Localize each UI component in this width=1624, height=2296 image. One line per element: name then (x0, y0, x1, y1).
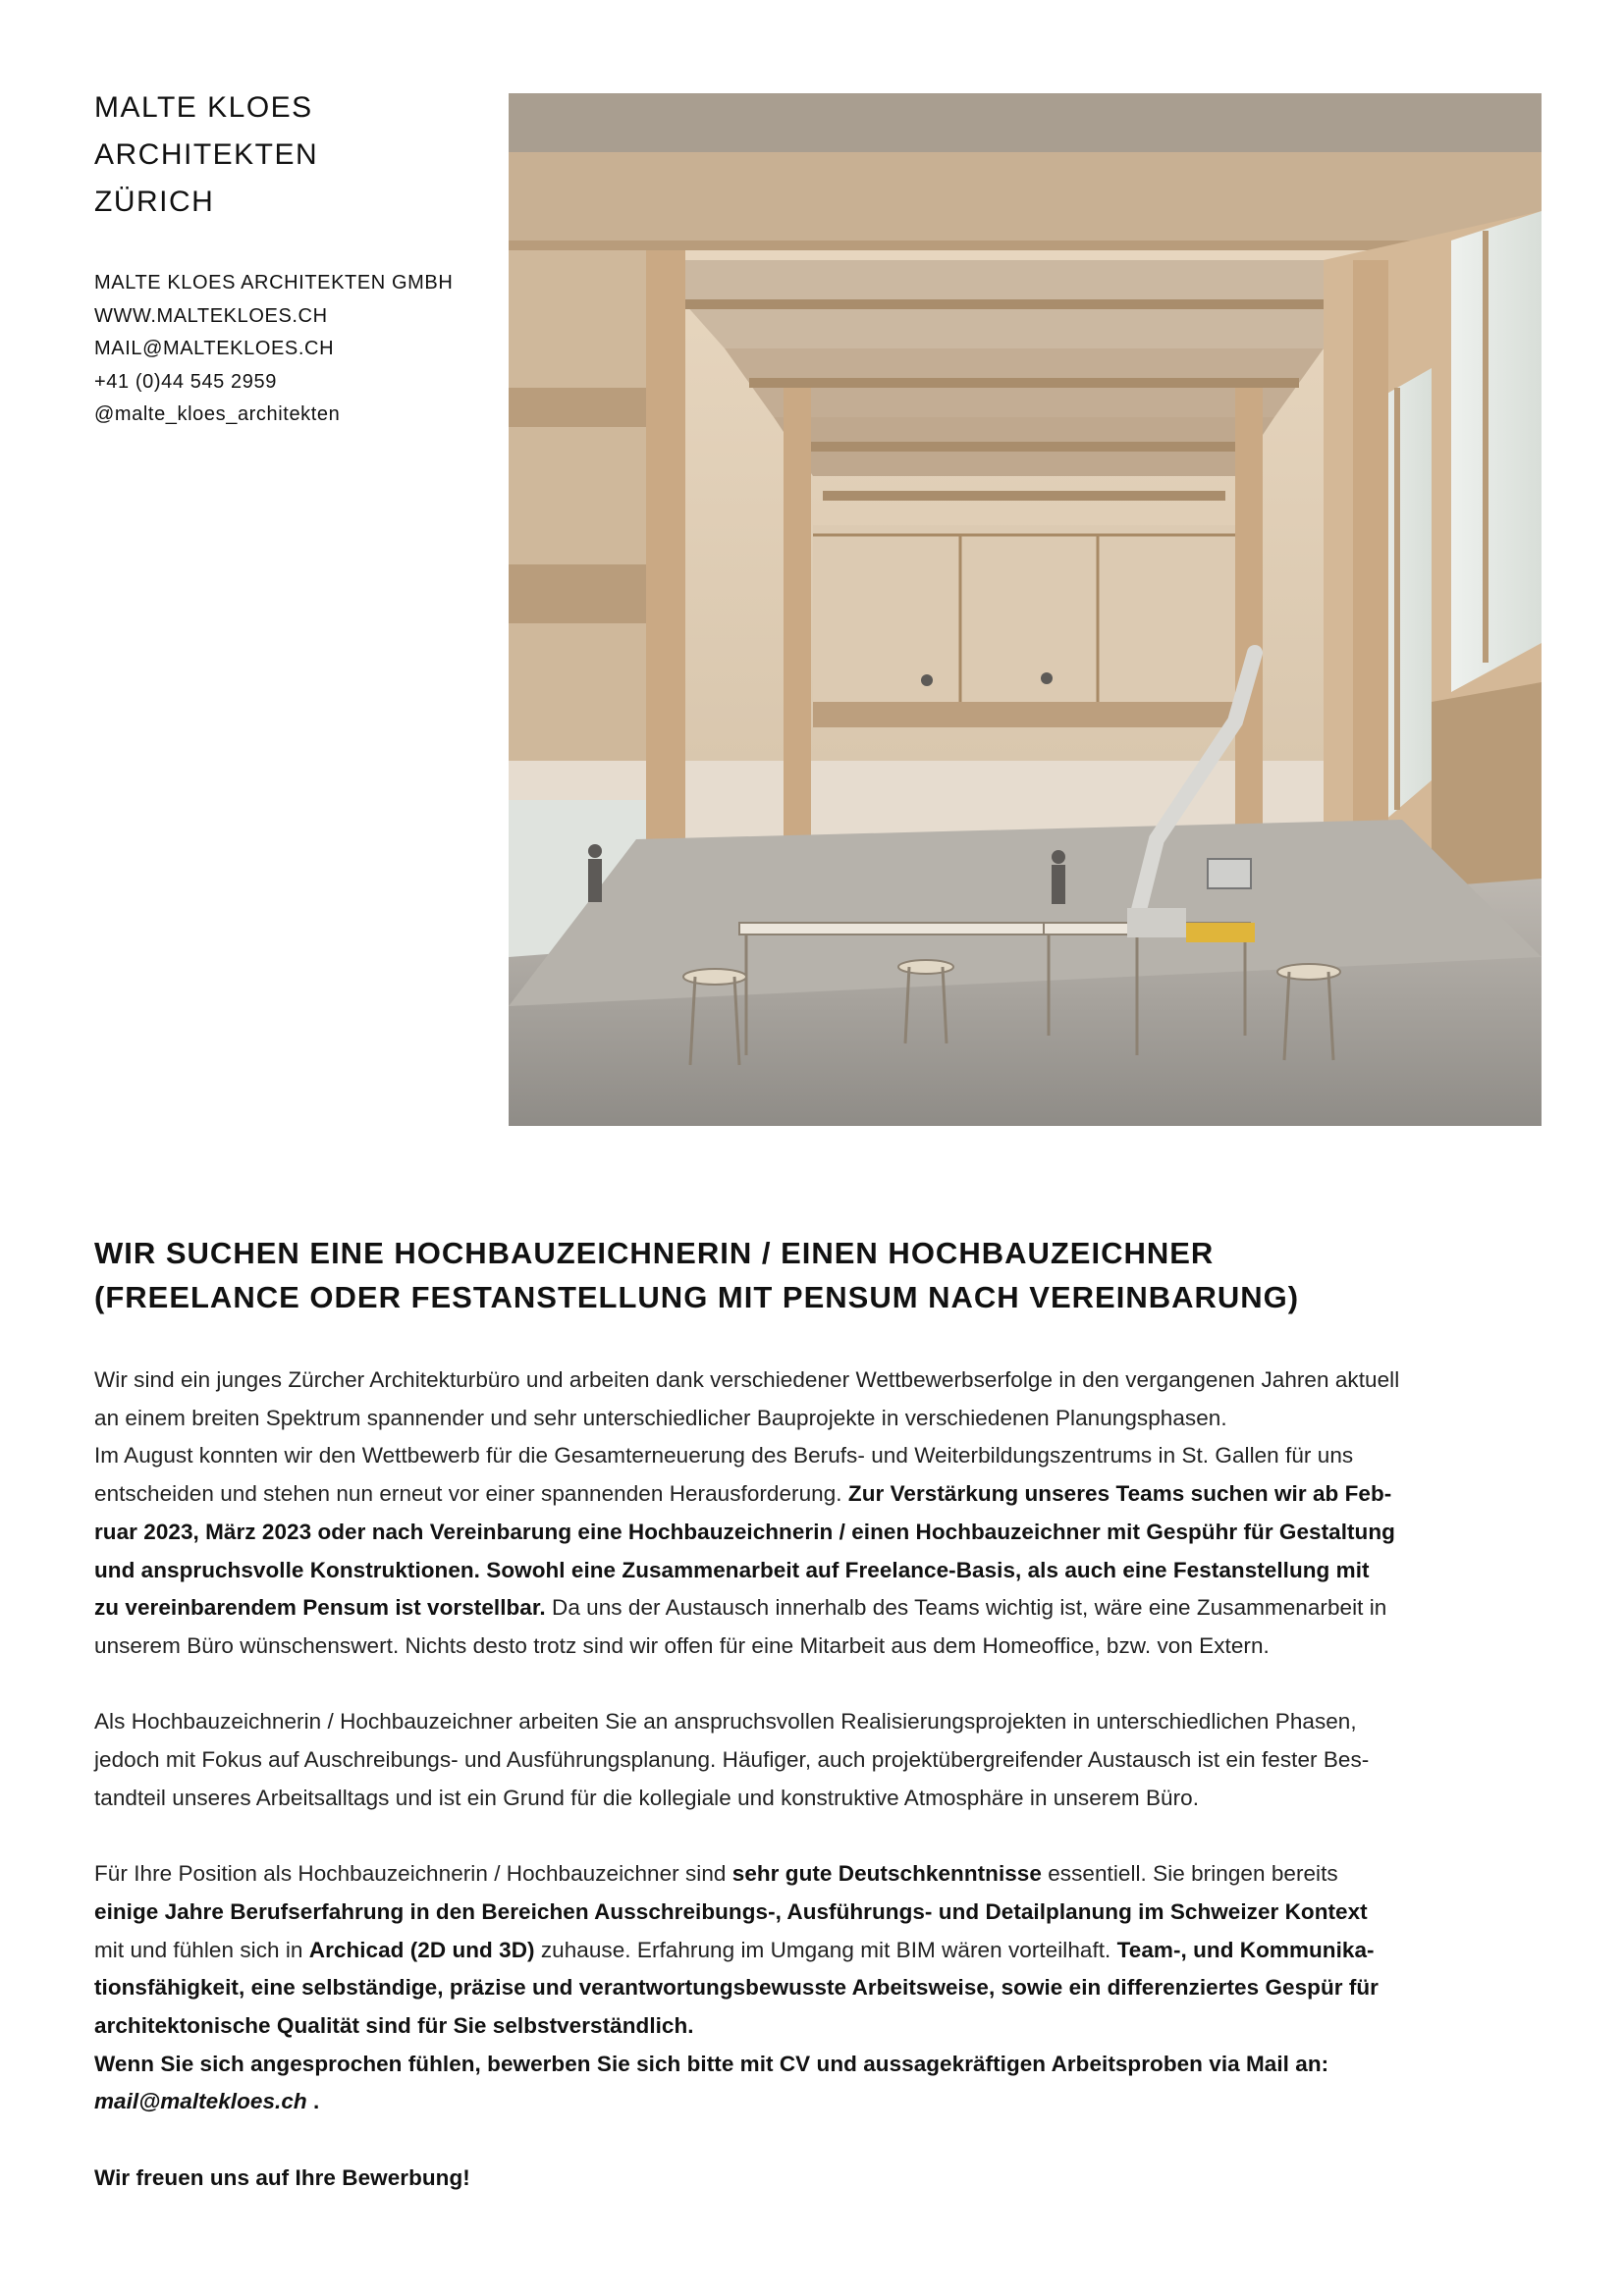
application-email-link[interactable]: mail@maltekloes.ch (94, 2089, 307, 2114)
phone-number[interactable]: +41 (0)44 545 2959 (94, 370, 277, 393)
brand-line-2: ARCHITEKTEN (94, 138, 319, 171)
text-run-bold: Team-, und Kommunika- (1116, 1937, 1375, 1962)
company-name: MALTE KLOES ARCHITEKTEN GMBH (94, 272, 454, 294)
text-line (94, 1932, 1547, 1970)
text-run-bold: zu vereinbarendem Pensum ist vorstellbar. (94, 1595, 546, 1621)
text-line: architektonische Qualität sind für Sie selbstverständlich. (94, 2012, 694, 2038)
text-run-bold: Zur Verstärkung unseres Teams suchen wir ab Feb- (847, 1481, 1392, 1507)
brand-line-3: ZÜRICH (94, 186, 215, 218)
text-run-bold: sehr gute Deutschkenntnisse (731, 1861, 1042, 1887)
text-line: an einem breiten Spektrum spannender und sehr unterschiedlicher Bauprojekte in verschiedenen Planungsphasen. (94, 1405, 1227, 1430)
job-description (94, 1362, 1547, 2197)
text-line: jedoch mit Fokus auf Auschreibungs- und Ausführungsplanung. Häufiger, auch projektübergreifender Austausch ist ein fester Bes- (94, 1747, 1370, 1773)
instagram-handle[interactable]: @malte_kloes_architekten (94, 403, 341, 425)
headline-line-1: WIR SUCHEN EINE HOCHBAUZEICHNERIN / EINEN HOCHBAUZEICHNER (94, 1236, 1215, 1270)
headline-line-2: (FREELANCE ODER FESTANSTELLUNG MIT PENSUM NACH VEREINBARUNG) (94, 1280, 1300, 1314)
paragraph-gap (94, 1666, 1547, 1704)
text-run-bold: . (306, 2089, 320, 2114)
job-headline (94, 1231, 1547, 1319)
text-line: und anspruchsvolle Konstruktionen. Sowohl eine Zusammenarbeit auf Freelance-Basis, als auch eine Festanstellung mit (94, 1557, 1370, 1582)
hero-image (509, 93, 1542, 1126)
text-line: tandteil unseres Arbeitsalltags und ist ein Grund für die kollegiale und konstruktive Atmosphäre in unserem Büro. (94, 1785, 1200, 1810)
text-line (94, 2083, 1547, 2121)
brand-line-1: MALTE KLOES (94, 91, 313, 124)
paragraph-gap (94, 1817, 1547, 1855)
contact-block (94, 267, 453, 432)
text-run: entscheiden und stehen nun erneut vor einer spannenden Herausforderung. (94, 1481, 848, 1507)
text-line: unserem Büro wünschenswert. Nichts desto trotz sind wir offen für eine Mitarbeit aus dem Homeoffice, bzw. von Extern. (94, 1632, 1270, 1658)
text-line: Als Hochbauzeichnerin / Hochbauzeichner arbeiten Sie an anspruchsvollen Realisierungsprojekten in unterschiedlichen Phasen, (94, 1709, 1357, 1735)
interior-rendering (509, 93, 1542, 1126)
text-line (94, 1589, 1547, 1628)
text-line: Wenn Sie sich angesprochen fühlen, bewerben Sie sich bitte mit CV und aussagekräftigen Arbeitsproben via Mail an: (94, 2051, 1329, 2076)
text-run-bold: Archicad (2D und 3D) (308, 1937, 535, 1962)
paragraph-closing (94, 2160, 1547, 2198)
brand-block (94, 84, 318, 226)
text-line: einige Jahre Berufserfahrung in den Bereichen Ausschreibungs-, Ausführungs- und Detailplanung im Schweizer Kontext (94, 1898, 1368, 1924)
paragraph-gap (94, 2121, 1547, 2160)
closing-line: Wir freuen uns auf Ihre Bewerbung! (94, 2164, 470, 2190)
paragraph-role (94, 1703, 1547, 1817)
text-run: Da uns der Austausch innerhalb des Teams wichtig ist, wäre eine Zusammenarbeit in (545, 1595, 1387, 1621)
text-run: mit und fühlen sich in (94, 1937, 309, 1962)
text-line: Im August konnten wir den Wettbewerb für die Gesamterneuerung des Berufs- und Weiterbildungszentrums in St. Gallen für uns (94, 1443, 1354, 1468)
paragraph-requirements (94, 1855, 1547, 2121)
text-line: tionsfähigkeit, eine selbständige, präzise und verantwortungsbewusste Arbeitsweise, sowie ein differenziertes Gespür für (94, 1975, 1379, 2001)
text-run: essentiell. Sie bringen bereits (1041, 1861, 1338, 1887)
text-run: Für Ihre Position als Hochbauzeichnerin / Hochbauzeichner sind (94, 1861, 732, 1887)
text-line (94, 1855, 1547, 1894)
email-link[interactable]: MAIL@MALTEKLOES.CH (94, 338, 335, 359)
text-line: ruar 2023, März 2023 oder nach Vereinbarung eine Hochbauzeichnerin / einen Hochbauzeichner mit Gespühr für Gestaltung (94, 1519, 1395, 1544)
text-run: zuhause. Erfahrung im Umgang mit BIM wären vorteilhaft. (534, 1937, 1117, 1962)
website-link[interactable]: WWW.MALTEKLOES.CH (94, 304, 328, 327)
paragraph-intro (94, 1362, 1547, 1666)
text-line: Wir sind ein junges Zürcher Architekturbüro und arbeiten dank verschiedener Wettbewerbserfolge in den vergangenen Jahren aktuell (94, 1367, 1400, 1392)
text-line (94, 1475, 1547, 1514)
